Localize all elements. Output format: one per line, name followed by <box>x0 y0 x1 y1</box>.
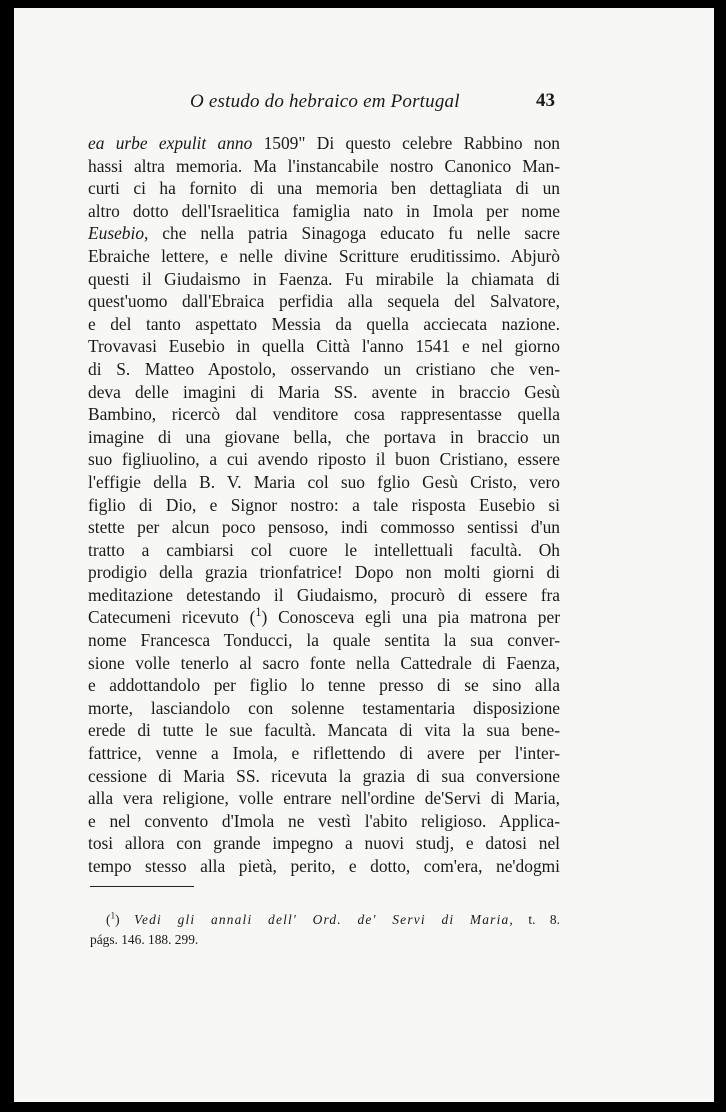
text-line: tempo stesso alla pietà, perito, e dotto, com'era, ne'dogmi <box>88 856 560 876</box>
text-line: erede di tutte le sue facultà. Mancata di vita la sua bene- <box>88 720 560 741</box>
text-line: e addottandolo per figlio lo tenne presso di se sino alla <box>88 675 560 696</box>
italic-phrase: ea urbe expulit anno <box>88 133 253 153</box>
italic-name: Eusebio, <box>88 223 149 244</box>
page-number: 43 <box>536 90 555 111</box>
footnote-line: págs. 146. 188. 299. <box>90 932 199 947</box>
body-text <box>88 132 560 878</box>
text-line: deva delle imagini di Maria SS. avente in braccio Gesù <box>88 381 560 402</box>
text-span: che nella patria Sinagoga educato fu nelle sacre <box>148 223 560 244</box>
text-line: nome Francesca Tonducci, la quale sentita la sua conver- <box>88 630 560 651</box>
text-line: quest'uomo dall'Ebraica perfidia alla sequela del Salvatore, <box>88 291 560 312</box>
text-line <box>88 222 560 245</box>
text-line: Trovavasi Eusebio in quella Città l'anno 1541 e nel giorno <box>88 336 560 357</box>
text-line: curti ci ha fornito di una memoria ben dettagliata di un <box>88 178 560 199</box>
text-line: e nel convento d'Imola ne vestì l'abito religioso. Applica- <box>88 810 560 831</box>
text-line: e del tanto aspettato Messia da quella acciecata nazione. <box>88 313 560 334</box>
text-line: prodigio della grazia trionfatrice! Dopo non molti giorni di <box>88 562 560 583</box>
footnote-divider <box>90 886 194 887</box>
footnote-citation: Vedi gli annali dell' Ord. de' Servi di Maria, <box>134 912 514 927</box>
footnotes <box>90 910 560 950</box>
text-line: sione volle tenerlo al sacro fonte nella Cattedrale di Faenza, <box>88 652 560 673</box>
text-line: cessione di Maria SS. ricevuta la grazia di sua conversione <box>88 765 560 786</box>
text-line: Bambino, ricercò dal venditore cosa rappresentasse quella <box>88 404 560 425</box>
text-span: Catecumeni ricevuto ( <box>88 607 256 628</box>
text-line <box>88 132 560 155</box>
text-line: tosi allora con grande impegno a nuovi studj, e datosi nel <box>88 833 560 854</box>
text-line: suo figliuolino, a cui avendo riposto il buon Cristiano, essere <box>88 449 560 470</box>
text-line: fattrice, venne a Imola, e riflettendo di avere per l'inter- <box>88 743 560 764</box>
text-line <box>88 606 560 629</box>
footnote-line <box>90 910 560 930</box>
text-line: Ebraiche lettere, e nelle divine Scritture eruditissimo. Abjurò <box>88 245 560 266</box>
text-span: 1509" Di questo celebre Rabbino non <box>252 133 560 153</box>
footnote-reference: 1 <box>255 605 262 620</box>
footnote-marker-close: ) <box>115 912 120 927</box>
footnote-marker-open: ( <box>106 912 111 927</box>
text-line: figlio di Dio, e Signor nostro: a tale risposta Eusebio si <box>88 494 560 515</box>
footnote-volume: t. 8. <box>528 912 560 927</box>
footnote-marker-number: 1 <box>110 911 116 922</box>
text-line: meditazione detestando il Giudaismo, procurò di essere fra <box>88 584 560 605</box>
text-line: questi il Giudaismo in Faenza. Fu mirabile la chiamata di <box>88 268 560 289</box>
text-line: stette per alcun poco pensoso, indi commosso sentissi d'un <box>88 517 560 538</box>
text-line: morte, lasciandolo con solenne testamentaria disposizione <box>88 697 560 718</box>
text-line: tratto a cambiarsi col cuore le intellettuali facultà. Oh <box>88 539 560 560</box>
text-span: ) Conosceva egli una pia matrona per <box>261 607 560 628</box>
text-line: hassi altra memoria. Ma l'instancabile nostro Canonico Man- <box>88 155 560 176</box>
running-title: O estudo do hebraico em Portugal <box>190 91 460 112</box>
text-line: imagine di una giovane bella, che portava in braccio un <box>88 426 560 447</box>
text-line: alla vera religione, volle entrare nell'ordine de'Servi di Maria, <box>88 788 560 809</box>
text-line: l'effigie della B. V. Maria col suo fglio Gesù Cristo, vero <box>88 471 560 492</box>
text-line: altro dotto dell'Israelitica famiglia nato in Imola per nome <box>88 200 560 221</box>
text-line: di S. Matteo Apostolo, osservando un cristiano che ven- <box>88 358 560 379</box>
book-page <box>14 8 714 1102</box>
page-header <box>14 88 714 118</box>
